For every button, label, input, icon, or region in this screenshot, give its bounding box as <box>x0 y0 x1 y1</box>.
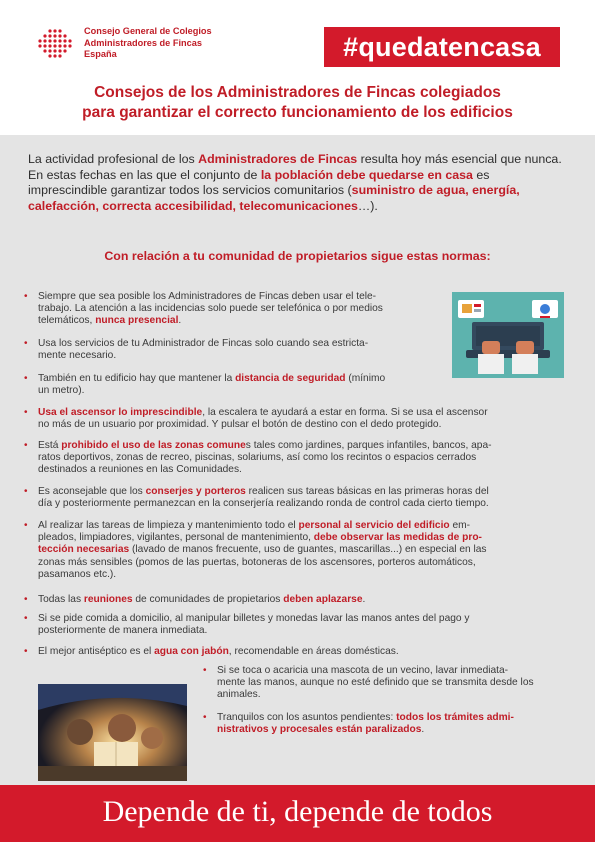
intro-text: La actividad profesional de los <box>28 152 199 166</box>
rule-item <box>24 338 558 362</box>
rule-text: em- <box>449 520 471 531</box>
bullet-icon: • <box>24 440 28 451</box>
rule-text: Al realizar las tareas de limpieza y mantenimiento todo el <box>38 520 299 531</box>
rule-item <box>24 594 558 606</box>
org-line-3: España <box>84 49 117 59</box>
rule-text: un metro). <box>38 385 85 397</box>
rule-item <box>203 665 567 702</box>
rules-list <box>0 135 595 785</box>
rule-text: no más de un usuario por proximidad. Y pulsar el botón de destino con el dedo protegido. <box>38 419 442 431</box>
intro-text: …). <box>357 198 378 213</box>
rule-text: ratos deportivos, zonas de recreo, piscinas, solariums, así como los recintos o espacios cerrados <box>38 452 477 464</box>
rule-text: pleados, limpiadores, vigilantes, personal de mantenimiento, <box>38 532 314 544</box>
intro-emphasis: Administradores de Fincas <box>198 152 358 166</box>
rule-text: mente las manos, aunque no esté definido que se transmita desde los <box>217 677 534 689</box>
rule-text: El mejor antiséptico es el <box>38 646 155 657</box>
rule-emphasis: personal al servicio del edificio <box>298 520 450 531</box>
logo-dots-icon <box>36 28 76 58</box>
rule-text: (mínimo <box>345 373 386 384</box>
rule-text: s tales como jardines, parques infantiles, bancos, apa- <box>245 440 492 451</box>
bullet-icon: • <box>24 520 28 531</box>
rule-text: animales. <box>217 689 261 701</box>
rule-text: de comunidades de propietarios <box>132 594 284 605</box>
rule-text: zonas más sensibles (pomos de las puertas, botoneras de los ascensores, porteros automáticos, <box>38 556 476 568</box>
rule-text: posteriormente de manera inmediata. <box>38 625 208 637</box>
bullet-icon: • <box>203 712 207 723</box>
rule-text: Usa los servicios de tu Administrador de Fincas solo cuando sea estricta- <box>38 338 369 349</box>
rule-emphasis: Usa el ascensor lo imprescindible <box>38 407 203 418</box>
content-panel <box>0 135 595 785</box>
rule-item <box>24 613 558 637</box>
rule-text: telemáticos, <box>38 315 96 327</box>
rule-text: . <box>362 594 366 605</box>
rule-item <box>24 646 558 658</box>
rule-text: pasamanos etc.). <box>38 568 117 580</box>
rule-text: (lavado de manos frecuente, uso de guantes, mascarillas...) en especial en las <box>129 544 487 556</box>
rule-text: . <box>421 724 425 736</box>
hashtag-banner: #quedatencasa <box>324 27 560 67</box>
intro-text: es imprescindible garantizar todos los servicios comunitarios ( <box>28 167 490 198</box>
bullet-icon: • <box>24 291 28 302</box>
rule-text: trabajo. La atención a las incidencias solo puede ser telefónica o por medios <box>38 303 383 315</box>
rule-item <box>24 486 558 510</box>
rule-text: destinados a reuniones en las Comunidades. <box>38 464 242 476</box>
rule-text: Todas las <box>38 594 84 605</box>
rule-text: Si se toca o acaricia una mascota de un vecino, lavar inmediata- <box>217 665 509 676</box>
page-title <box>0 83 595 123</box>
rule-emphasis: todos los trámites admi- <box>396 712 514 723</box>
rule-emphasis: reuniones <box>83 594 133 605</box>
rule-item <box>24 520 558 581</box>
bullet-icon: • <box>24 594 28 605</box>
rule-emphasis: nunca presencial <box>95 315 179 327</box>
rule-text: También en tu edificio hay que mantener la <box>38 373 236 384</box>
rule-emphasis: debe observar las medidas de pro- <box>313 532 482 544</box>
intro-emphasis: la población debe quedarse en casa <box>260 167 473 182</box>
rule-item <box>24 291 558 328</box>
rule-item <box>24 373 558 397</box>
rule-text: , la escalera te ayudará a estar en forma. Si se usa el ascensor <box>202 407 488 418</box>
intro-text: resulta hoy más esencial que nunca. En estas fechas en las que el conjunto de <box>28 152 562 182</box>
rule-text: Es aconsejable que los <box>38 486 146 497</box>
slogan: Depende de ti, depende de todos <box>102 795 493 828</box>
rule-item <box>24 440 558 477</box>
page-header <box>0 0 595 135</box>
rule-item <box>24 407 558 431</box>
norms-heading: Con relación a tu comunidad de propietarios sigue estas normas: <box>104 249 491 263</box>
rule-text: realicen sus tareas básicas en las primeras horas del <box>245 486 489 497</box>
title-line-2: para garantizar el correcto funcionamiento de los edificios <box>82 104 513 121</box>
rule-text: , recomendable en áreas domésticas. <box>228 646 399 657</box>
footer-banner <box>0 785 595 842</box>
intro-emphasis: suministro de agua, energía, calefacción, correcta accesibilidad, telecomunicaciones <box>28 183 520 213</box>
rule-emphasis: nistrativos y procesales están paralizados <box>217 724 422 736</box>
organization-name <box>84 26 264 61</box>
bullet-icon: • <box>203 665 207 676</box>
rule-emphasis: prohibido el uso de las zonas comune <box>61 440 246 451</box>
rule-emphasis: agua con jabón <box>154 646 229 657</box>
bullet-icon: • <box>24 407 28 418</box>
rule-item <box>203 712 567 736</box>
rule-text: Si se pide comida a domicilio, al manipular billetes y monedas lavar las manos antes del pago y <box>38 613 470 624</box>
org-line-2: Administradores de Fincas <box>84 37 202 48</box>
org-line-1: Consejo General de Colegios <box>84 26 212 36</box>
bullet-icon: • <box>24 646 28 657</box>
rule-text: Tranquilos con los asuntos pendientes: <box>217 712 397 723</box>
rule-text: día y posteriormente permanezcan en la conserjería realizando ronda de control cada cierto tiempo. <box>38 498 489 510</box>
bullet-icon: • <box>24 613 28 624</box>
rule-emphasis: distancia de seguridad <box>235 373 346 384</box>
title-line-1: Consejos de los Administradores de Fincas colegiados <box>94 84 501 101</box>
rule-text: mente necesario. <box>38 350 117 362</box>
rule-text: . <box>178 315 182 327</box>
bullet-icon: • <box>24 373 28 384</box>
rule-emphasis: deben aplazarse <box>283 594 363 605</box>
rule-emphasis: tección necesarias <box>38 544 130 556</box>
bullet-icon: • <box>24 338 28 349</box>
bullet-icon: • <box>24 486 28 497</box>
rule-text: Está <box>38 440 62 451</box>
rule-emphasis: conserjes y porteros <box>145 486 246 497</box>
rule-text: Siempre que sea posible los Administradores de Fincas deben usar el tele- <box>38 291 377 302</box>
